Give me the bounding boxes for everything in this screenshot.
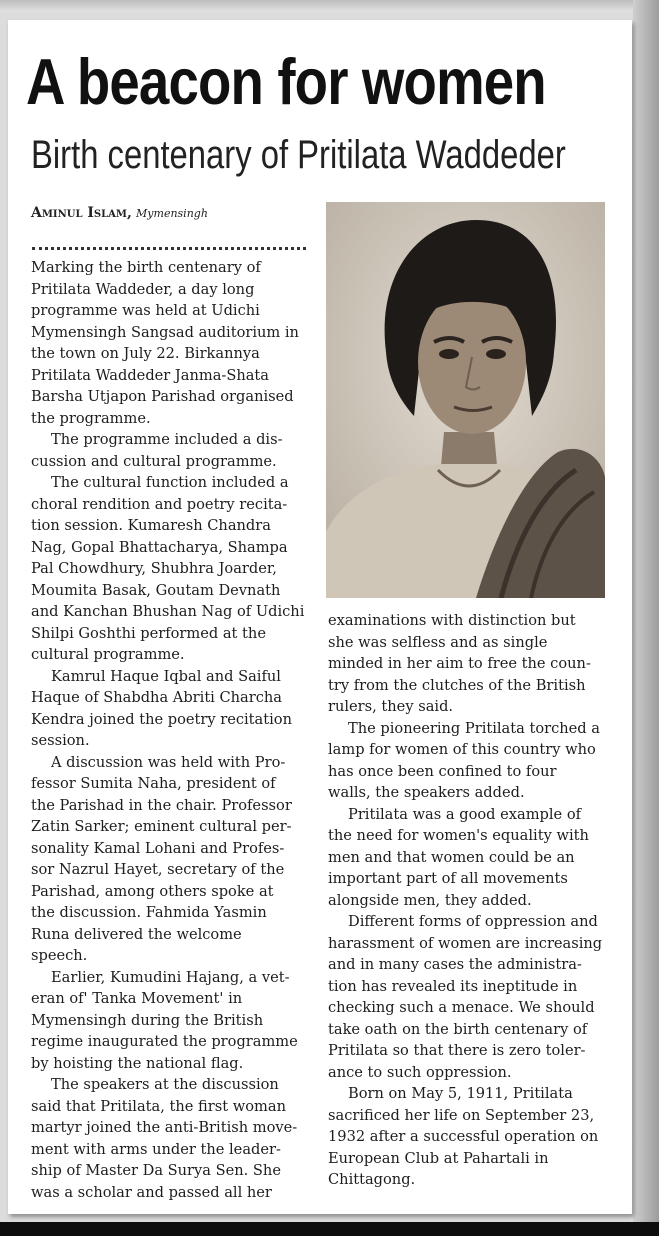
text-line: programme was held at Udichi — [31, 302, 260, 319]
text-line: Mymensingh during the British — [31, 1011, 264, 1029]
text-line: ship of Master Da Surya Sen. She — [31, 1162, 281, 1179]
newspaper-clipping — [8, 20, 632, 1214]
text-line: Born on May 5, 1911, Pritilata — [348, 1085, 573, 1102]
text-line: Earlier, Kumudini Hajang, a vet- — [51, 968, 290, 986]
text-line: Kendra joined the poetry recitation — [31, 710, 292, 728]
text-line: try from the clutches of the British — [328, 676, 586, 694]
text-line: ment with arms under the leader- — [31, 1140, 281, 1158]
text-line: take oath on the birth centenary of — [328, 1020, 588, 1038]
text-line: martyr joined the anti-British move- — [31, 1119, 298, 1136]
text-line: was a scholar and passed all her — [31, 1183, 272, 1201]
text-line: the Parishad in the chair. Professor — [31, 796, 292, 814]
text-line: Zatin Sarker; eminent cultural per- — [31, 818, 292, 835]
byline-location: Mymensingh — [136, 207, 208, 220]
portrait-photo — [326, 202, 605, 598]
text-line: 1932 after a successful operation on — [328, 1128, 599, 1145]
text-line: Pritilata Waddeder, a day long — [31, 280, 255, 298]
text-line: the programme. — [31, 409, 151, 427]
text-line: the need for women's equality with — [328, 827, 589, 844]
text-line: tion has revealed its ineptitude in — [328, 977, 578, 995]
text-line: Moumita Basak, Goutam Devnath — [31, 581, 281, 599]
article-column-right — [328, 610, 618, 1191]
text-line: Marking the birth centenary of — [31, 259, 261, 276]
text-line: speech. — [31, 947, 88, 964]
text-line: minded in her aim to free the coun- — [328, 655, 591, 672]
text-line: Pritilata so that there is zero toler- — [328, 1042, 586, 1059]
headline: A beacon for women — [26, 45, 546, 118]
text-line: and in many cases the administra- — [328, 956, 582, 973]
text-line: men and that women could be an — [328, 848, 575, 866]
text-line: harassment of women are increasing — [328, 934, 603, 952]
text-line: and Kanchan Bhushan Nag of Udichi — [31, 603, 305, 620]
text-line: lamp for women of this country who — [328, 741, 596, 758]
text-line: Mymensingh Sangsad auditorium in — [31, 323, 299, 341]
text-line: The programme included a dis- — [51, 431, 283, 448]
text-line: alongside men, they added. — [328, 891, 532, 909]
text-line: the discussion. Fahmida Yasmin — [31, 904, 267, 921]
text-line: Shilpi Goshthi performed at the — [31, 624, 266, 642]
text-line: session. — [31, 732, 90, 749]
text-line: cultural programme. — [31, 646, 185, 663]
text-line: European Club at Pahartali in — [328, 1149, 549, 1167]
text-line: eran of' Tanka Movement' in — [31, 990, 243, 1007]
text-line: tion session. Kumaresh Chandra — [31, 517, 271, 534]
text-line: by hoisting the national flag. — [31, 1054, 244, 1072]
text-line: Chittagong. — [328, 1171, 416, 1188]
text-line: rulers, they said. — [328, 698, 454, 715]
subheadline: Birth centenary of Pritilata Waddeder — [31, 133, 566, 177]
text-line: Pritilata Waddeder Janma-Shata — [31, 366, 269, 384]
text-line: ance to such oppression. — [328, 1063, 512, 1081]
text-line: fessor Sumita Naha, president of — [31, 775, 276, 792]
text-line: Barsha Utjapon Parishad organised — [31, 388, 294, 405]
text-line: important part of all movements — [328, 870, 568, 887]
text-line: Nag, Gopal Bhattacharya, Shampa — [31, 538, 288, 556]
text-line: cussion and cultural programme. — [31, 452, 277, 470]
scan-shadow-right — [633, 0, 659, 1236]
text-line: The cultural function included a — [51, 474, 289, 491]
scan-shadow-top — [0, 0, 659, 12]
text-line: A discussion was held with Pro- — [51, 753, 286, 771]
text-line: sor Nazrul Hayet, secretary of the — [31, 861, 285, 878]
article-column-left — [31, 257, 316, 1203]
text-line: Runa delivered the welcome — [31, 925, 242, 943]
text-line: regime inaugurated the programme — [31, 1033, 298, 1050]
byline — [31, 205, 208, 221]
byline-author: Aminul Islam, — [31, 205, 132, 221]
text-line: Kamrul Haque Iqbal and Saiful — [51, 667, 281, 685]
text-line: Pritilata was a good example of — [348, 805, 582, 823]
text-line: The pioneering Pritilata torched a — [348, 719, 600, 737]
text-line: checking such a menace. We should — [328, 999, 595, 1016]
text-line: Haque of Shabdha Abriti Charcha — [31, 689, 283, 706]
text-line: said that Pritilata, the first woman — [31, 1097, 286, 1115]
text-line: Parishad, among others spoke at — [31, 882, 274, 900]
scan-bottom-edge — [0, 1222, 659, 1236]
text-line: the town on July 22. Birkannya — [31, 345, 260, 362]
text-line: sacrificed her life on September 23, — [328, 1106, 595, 1124]
text-line: walls, the speakers added. — [328, 784, 525, 801]
text-line: sonality Kamal Lohani and Profes- — [31, 839, 285, 857]
dotted-divider — [32, 247, 306, 250]
text-line: she was selfless and as single — [328, 633, 548, 651]
portrait-illustration — [326, 202, 605, 598]
text-line: examinations with distinction but — [328, 612, 576, 629]
text-line: The speakers at the discussion — [51, 1076, 279, 1093]
text-line: choral rendition and poetry recita- — [31, 495, 288, 513]
text-line: Pal Chowdhury, Shubhra Joarder, — [31, 560, 277, 577]
text-line: Different forms of oppression and — [348, 913, 598, 930]
text-line: has once been confined to four — [328, 762, 557, 780]
